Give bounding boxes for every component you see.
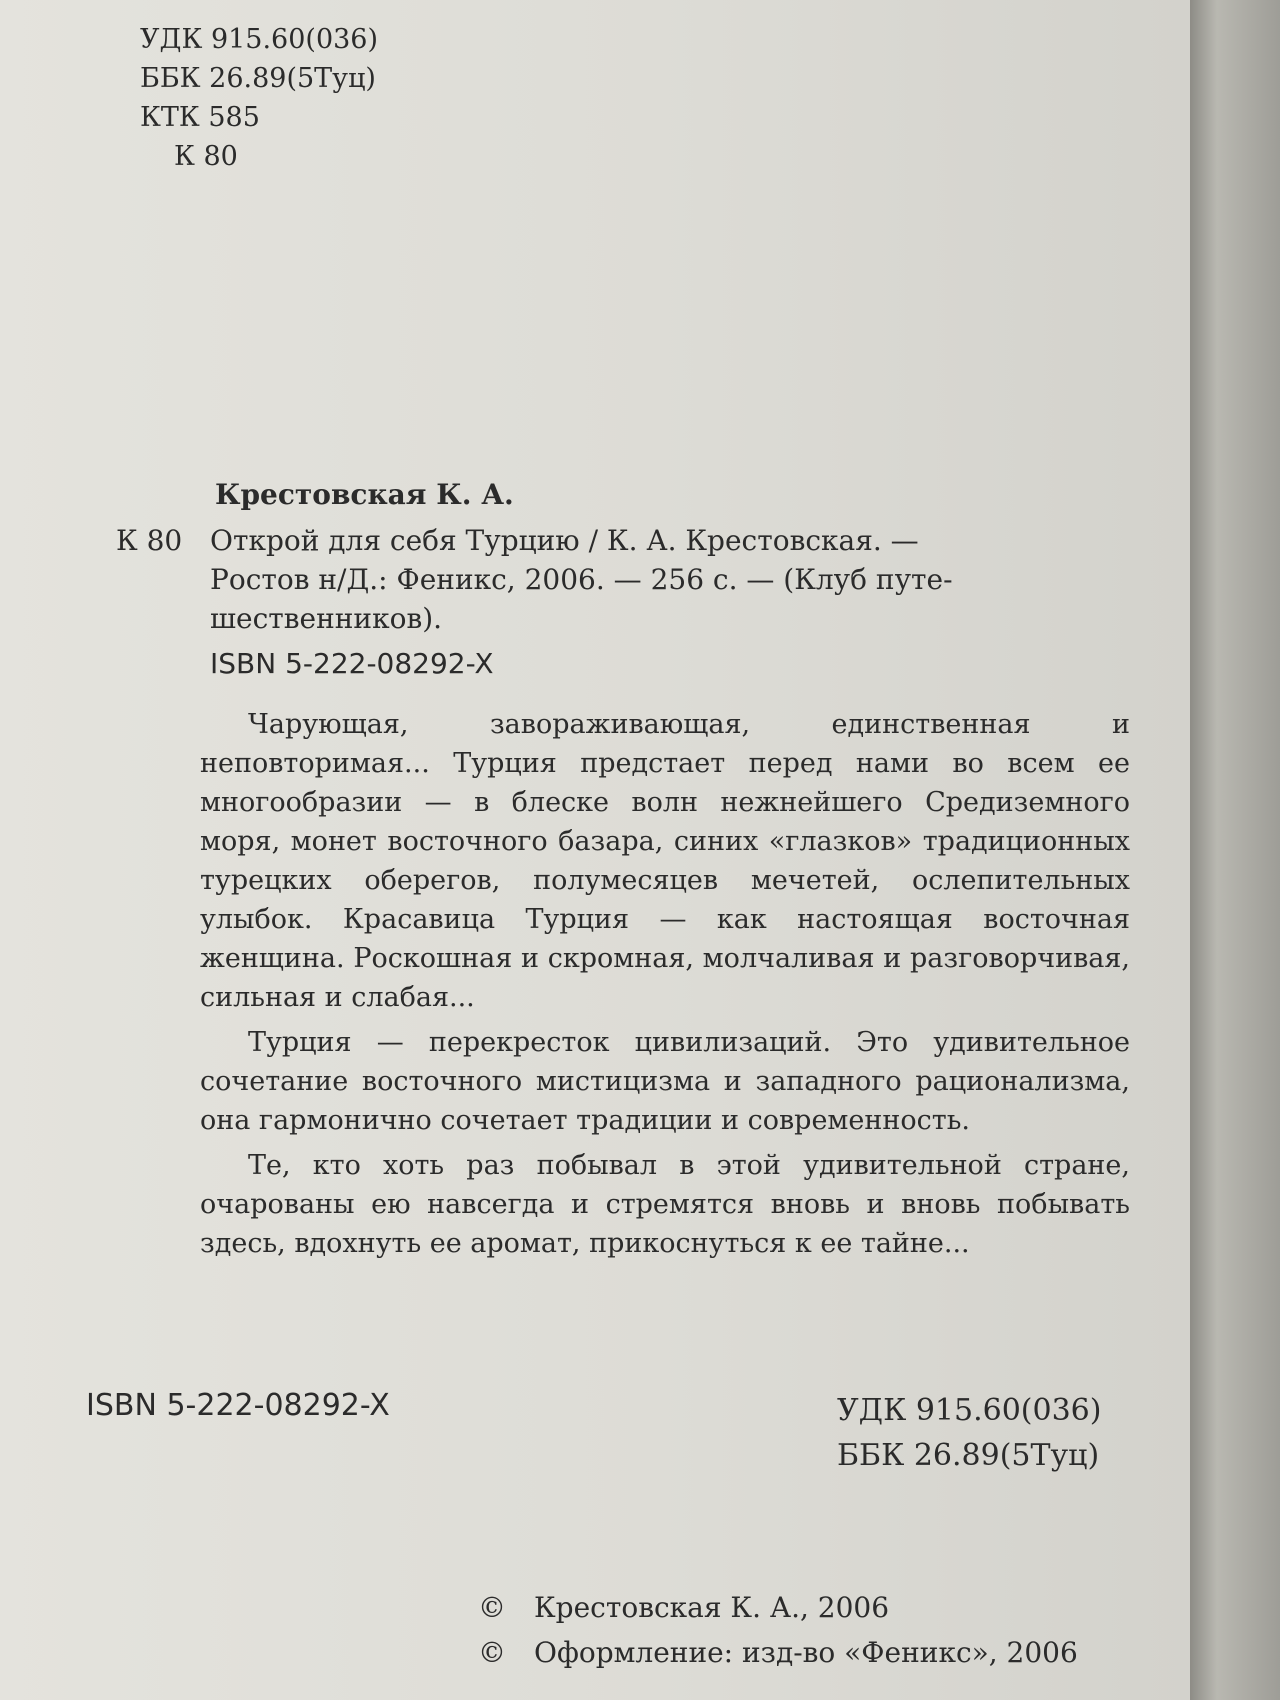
book-spine-edge <box>1190 0 1280 1700</box>
bibliographic-entry <box>110 521 1140 638</box>
classification-codes <box>140 20 378 176</box>
bib-line: Ростов н/Д.: Феникс, 2006. — 256 с. — (Клуб путе- <box>210 563 953 596</box>
bib-line: Открой для себя Турцию / К. А. Крестовская. — <box>210 524 919 557</box>
copyright-text: Оформление: изд-во «Феникс», 2006 <box>534 1636 1078 1669</box>
copyright-line <box>478 1585 1078 1630</box>
annotation <box>200 705 1130 1269</box>
copyright-block <box>478 1585 1078 1675</box>
copyright-line <box>478 1630 1078 1675</box>
isbn-line: ISBN 5-222-08292-X <box>210 647 494 680</box>
footer-bbk: ББК 26.89(5Туц) <box>837 1438 1100 1473</box>
footer-isbn: ISBN 5-222-08292-X <box>86 1388 390 1423</box>
bib-line: шественников). <box>210 602 443 635</box>
footer-udk: УДК 915.60(036) <box>837 1393 1102 1428</box>
annotation-paragraph: Чарующая, завораживающая, единственная и неповторимая... Турция предстает перед нами во всем ее многообразии — в блеске волн нежнейшего Средиземного моря, монет восточного базара, синих «глазков» традиционных турецких оберегов, полумесяцев мечетей, ослепительных улыбок. Красавица Турция — как настоящая восточная женщина. Роскошная и скромная, молчаливая и разговорчивая, сильная и слабая... <box>200 709 1130 1013</box>
copyright-symbol: © <box>478 1636 506 1669</box>
annotation-paragraph: Те, кто хоть раз побывал в этой удивительной стране, очарованы ею навсегда и стремятся вновь и вновь побывать здесь, вдохнуть ее аромат, прикоснуться к ее тайне... <box>200 1150 1130 1259</box>
annotation-paragraph: Турция — перекресток цивилизаций. Это удивительное сочетание восточного мистицизма и западного рационализма, она гармонично сочетает традиции и современность. <box>200 1027 1130 1136</box>
copyright-symbol: © <box>478 1591 506 1624</box>
author-mark: К 80 <box>174 141 238 172</box>
author-name: Крестовская К. А. <box>215 478 514 511</box>
bbk-code: ББК 26.89(5Туц) <box>140 63 376 94</box>
bibliographic-record <box>110 475 1140 684</box>
udk-code: УДК 915.60(036) <box>140 24 379 55</box>
author-mark-inline: К 80 <box>116 524 183 557</box>
footer-codes <box>837 1388 1101 1478</box>
ktk-code: КТК 585 <box>140 102 260 133</box>
copyright-text: Крестовская К. А., 2006 <box>534 1591 890 1624</box>
